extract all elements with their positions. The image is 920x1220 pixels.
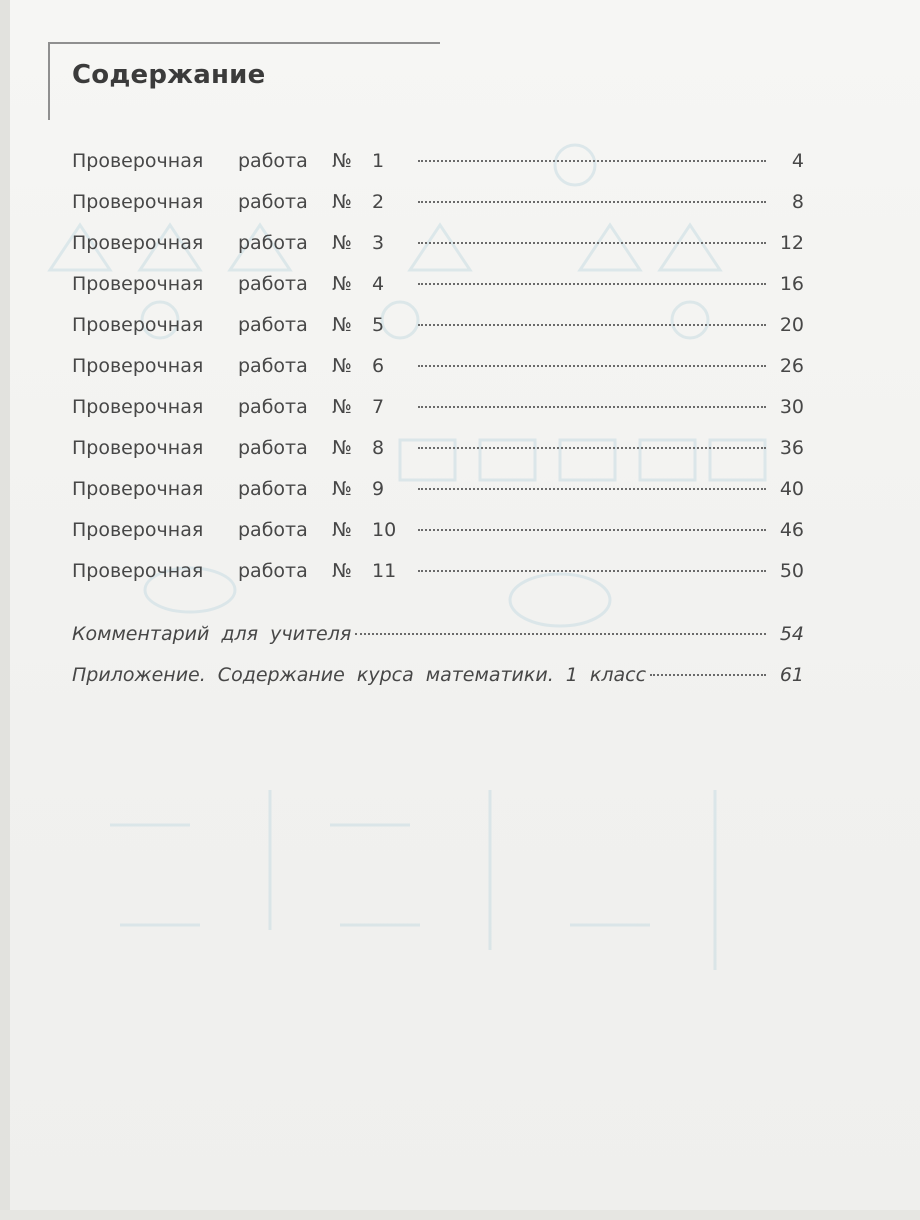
toc-entry <box>72 232 804 273</box>
toc-entry-number: 10 <box>372 519 397 541</box>
toc-entry-page: 16 <box>779 273 804 295</box>
toc-entry-extra-text: Приложение. Содержание курса математики. 1 класс <box>72 664 647 686</box>
page-title: Содержание <box>72 60 266 90</box>
toc-entry-page: 50 <box>779 560 804 582</box>
toc-entry-page: 26 <box>779 355 804 377</box>
toc-entry-number: 4 <box>372 273 385 295</box>
toc-entry-word-1: Проверочная <box>72 478 204 500</box>
dot-leader <box>418 160 766 162</box>
toc-entry <box>72 355 804 396</box>
toc-entry <box>72 437 804 478</box>
toc-entry-word-2: работа <box>238 560 308 582</box>
dot-leader <box>418 242 766 244</box>
toc-entry-word-2: работа <box>238 478 308 500</box>
toc-entry-page: 4 <box>791 150 804 172</box>
toc-entry <box>72 396 804 437</box>
toc-entry-number: 5 <box>372 314 385 336</box>
toc-entry-number-sign: № <box>332 314 352 336</box>
toc-entry <box>72 273 804 314</box>
toc-entry-number: 6 <box>372 355 385 377</box>
toc-entry-number: 7 <box>372 396 385 418</box>
toc-entry-word-1: Проверочная <box>72 396 204 418</box>
dot-leader <box>355 633 766 635</box>
toc-entry <box>72 519 804 560</box>
toc-entry <box>72 150 804 191</box>
toc-entry-word-2: работа <box>238 396 308 418</box>
toc-entry <box>72 478 804 519</box>
toc-entry-extra-text: Комментарий для учителя <box>72 623 352 645</box>
toc-entry-number: 1 <box>372 150 385 172</box>
dot-leader <box>418 365 766 367</box>
toc-entry-number-sign: № <box>332 519 352 541</box>
toc-entry-number-sign: № <box>332 273 352 295</box>
toc-entry-page: 40 <box>779 478 804 500</box>
toc-entry-page: 46 <box>779 519 804 541</box>
toc-entry-extra-page: 54 <box>779 623 804 645</box>
toc-entry-number-sign: № <box>332 396 352 418</box>
toc-entry-word-2: работа <box>238 355 308 377</box>
header-rule-horizontal <box>48 42 440 44</box>
toc-entry-number-sign: № <box>332 150 352 172</box>
toc-entry-word-1: Проверочная <box>72 437 204 459</box>
toc-entry-word-1: Проверочная <box>72 273 204 295</box>
toc-entry-number-sign: № <box>332 560 352 582</box>
dot-leader <box>418 529 766 531</box>
toc-entry-word-2: работа <box>238 314 308 336</box>
toc-entry-number: 11 <box>372 560 397 582</box>
toc-entry <box>72 560 804 601</box>
toc-entry-word-1: Проверочная <box>72 355 204 377</box>
toc-entry-page: 12 <box>779 232 804 254</box>
dot-leader <box>418 283 766 285</box>
page-bottom-edge <box>0 1210 920 1220</box>
toc-entry-number: 3 <box>372 232 385 254</box>
toc-entry-word-1: Проверочная <box>72 560 204 582</box>
toc-entry-extra <box>72 623 804 664</box>
toc-entry-word-1: Проверочная <box>72 519 204 541</box>
dot-leader <box>418 447 766 449</box>
page-left-edge <box>0 0 10 1220</box>
toc-entry-word-2: работа <box>238 232 308 254</box>
dot-leader <box>418 324 766 326</box>
toc-entry-word-2: работа <box>238 437 308 459</box>
dot-leader <box>418 406 766 408</box>
toc-entry-extra <box>72 664 804 705</box>
toc-entry-number-sign: № <box>332 437 352 459</box>
toc-entry-number: 2 <box>372 191 385 213</box>
dot-leader <box>650 674 766 676</box>
dot-leader <box>418 570 766 572</box>
table-of-contents <box>72 150 804 705</box>
toc-entry-word-2: работа <box>238 519 308 541</box>
toc-entry-number: 9 <box>372 478 385 500</box>
toc-entry-number-sign: № <box>332 191 352 213</box>
toc-entry-word-1: Проверочная <box>72 150 204 172</box>
toc-entry-number-sign: № <box>332 478 352 500</box>
toc-spacer <box>72 601 804 623</box>
toc-entry-page: 20 <box>779 314 804 336</box>
toc-entry-number-sign: № <box>332 355 352 377</box>
toc-entry-number-sign: № <box>332 232 352 254</box>
toc-entry-word-2: работа <box>238 191 308 213</box>
toc-entry-word-2: работа <box>238 150 308 172</box>
dot-leader <box>418 201 766 203</box>
toc-entry-page: 30 <box>779 396 804 418</box>
toc-entry-word-2: работа <box>238 273 308 295</box>
toc-entry-word-1: Проверочная <box>72 232 204 254</box>
toc-entry-extra-page: 61 <box>779 664 804 686</box>
toc-entry-page: 8 <box>791 191 804 213</box>
dot-leader <box>418 488 766 490</box>
toc-entry-word-1: Проверочная <box>72 191 204 213</box>
toc-entry-page: 36 <box>779 437 804 459</box>
toc-entry <box>72 191 804 232</box>
header-rule-vertical <box>48 42 50 120</box>
toc-entry <box>72 314 804 355</box>
toc-entry-word-1: Проверочная <box>72 314 204 336</box>
toc-entry-number: 8 <box>372 437 385 459</box>
